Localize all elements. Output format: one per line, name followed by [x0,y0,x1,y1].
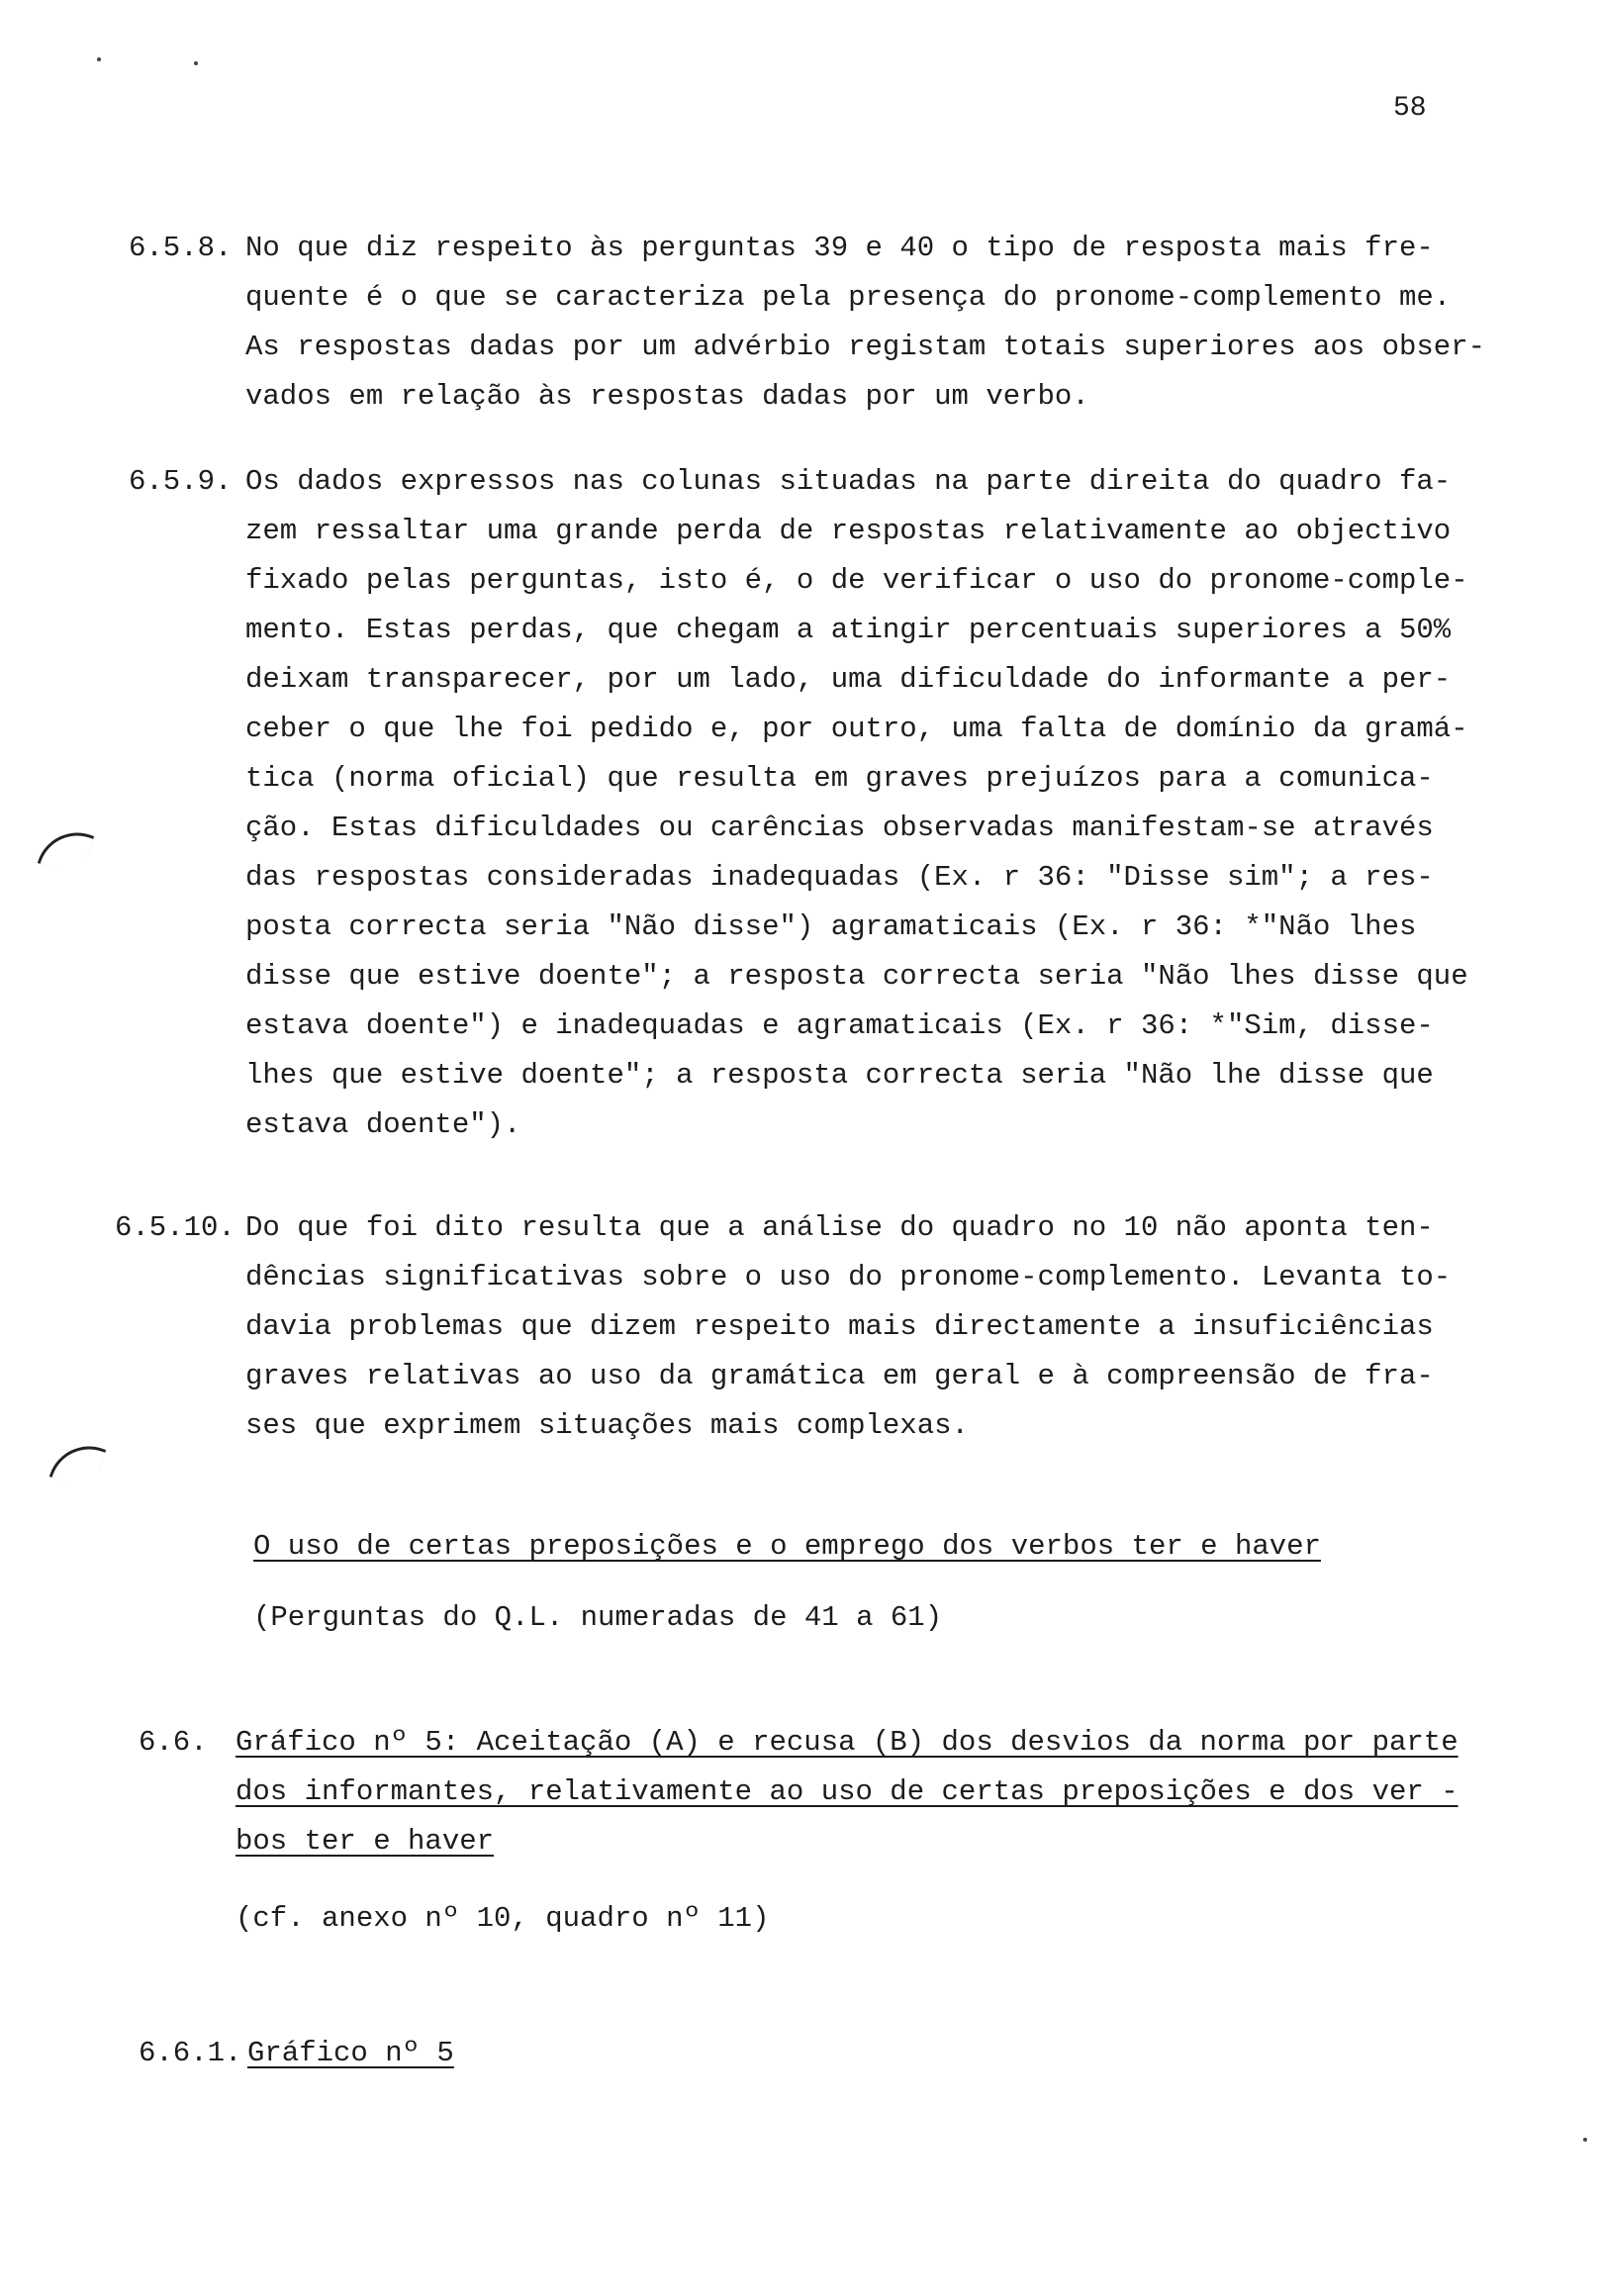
chart-title: Gráfico nº 5 [247,2037,454,2069]
text-line: No que diz respeito às perguntas 39 e 40 o tipo de resposta mais fre- [245,232,1434,264]
text-line: tica (norma oficial) que resulta em graves prejuízos para a comunica- [245,762,1434,795]
item-number: 6.6.1. [139,2037,242,2069]
chart-reference-note: (cf. anexo nº 10, quadro nº 11) [235,1902,770,1935]
text-line: lhes que estive doente"; a resposta correcta seria "Não lhe disse que [245,1059,1434,1092]
paragraph-number: 6.5.10. [115,1211,235,1244]
scan-speck [97,57,101,61]
margin-bracket-mark [38,821,95,879]
text-line: zem ressaltar uma grande perda de respostas relativamente ao objectivo [245,515,1452,547]
text-line: graves relativas ao uso da gramática em geral e à compreensão de fra- [245,1360,1434,1392]
text-line: quente é o que se caracteriza pela presença do pronome-complemento me. [245,281,1452,314]
text-line: davia problemas que dizem respeito mais directamente a insuficiências [245,1310,1434,1343]
text-line: ceber o que lhe foi pedido e, por outro, uma falta de domínio da gramá- [245,713,1468,745]
text-line: disse que estive doente"; a resposta correcta seria "Não lhes disse que [245,960,1468,993]
section-subtitle: (Perguntas do Q.L. numeradas de 41 a 61) [253,1601,943,1634]
page-number: 58 [1393,93,1427,124]
text-line: deixam transparecer, por um lado, uma dificuldade do informante a per- [245,663,1452,696]
text-line: ção. Estas dificuldades ou carências observadas manifestam-se através [245,812,1434,844]
text-line: fixado pelas perguntas, isto é, o de verificar o uso do pronome-comple- [245,564,1468,597]
scan-speck [1583,2138,1587,2142]
text-line: mento. Estas perdas, que chegam a atingir percentuais superiores a 50% [245,614,1452,646]
text-line: das respostas consideradas inadequadas (Ex. r 36: "Disse sim"; a res- [245,861,1434,894]
text-line: Do que foi dito resulta que a análise do quadro no 10 não aponta ten- [245,1211,1434,1244]
text-line: estava doente") e inadequadas e agramaticais (Ex. r 36: *"Sim, disse- [245,1009,1434,1042]
section-title: O uso de certas preposições e o emprego dos verbos ter e haver [253,1530,1321,1563]
chart-caption-line: Gráfico nº 5: Aceitação (A) e recusa (B) dos desvios da norma por parte [235,1726,1458,1759]
margin-bracket-mark [49,1435,107,1492]
text-line: dências significativas sobre o uso do pronome-complemento. Levanta to- [245,1261,1452,1293]
text-line: vados em relação às respostas dadas por um verbo. [245,380,1089,413]
scan-speck [194,61,198,65]
text-line: estava doente"). [245,1108,521,1141]
chart-caption-line: dos informantes, relativamente ao uso de certas preposições e dos ver - [235,1775,1458,1808]
paragraph-number: 6.5.9. [129,465,233,498]
chart-caption-line: bos ter e haver [235,1825,495,1858]
text-line: As respostas dadas por um advérbio registam totais superiores aos obser- [245,331,1486,363]
text-line: posta correcta seria "Não disse") agramaticais (Ex. r 36: *"Não lhes [245,910,1417,943]
text-line: Os dados expressos nas colunas situadas na parte direita do quadro fa- [245,465,1452,498]
text-line: ses que exprimem situações mais complexas. [245,1409,969,1442]
item-number: 6.6. [139,1726,208,1759]
paragraph-number: 6.5.8. [129,232,233,264]
